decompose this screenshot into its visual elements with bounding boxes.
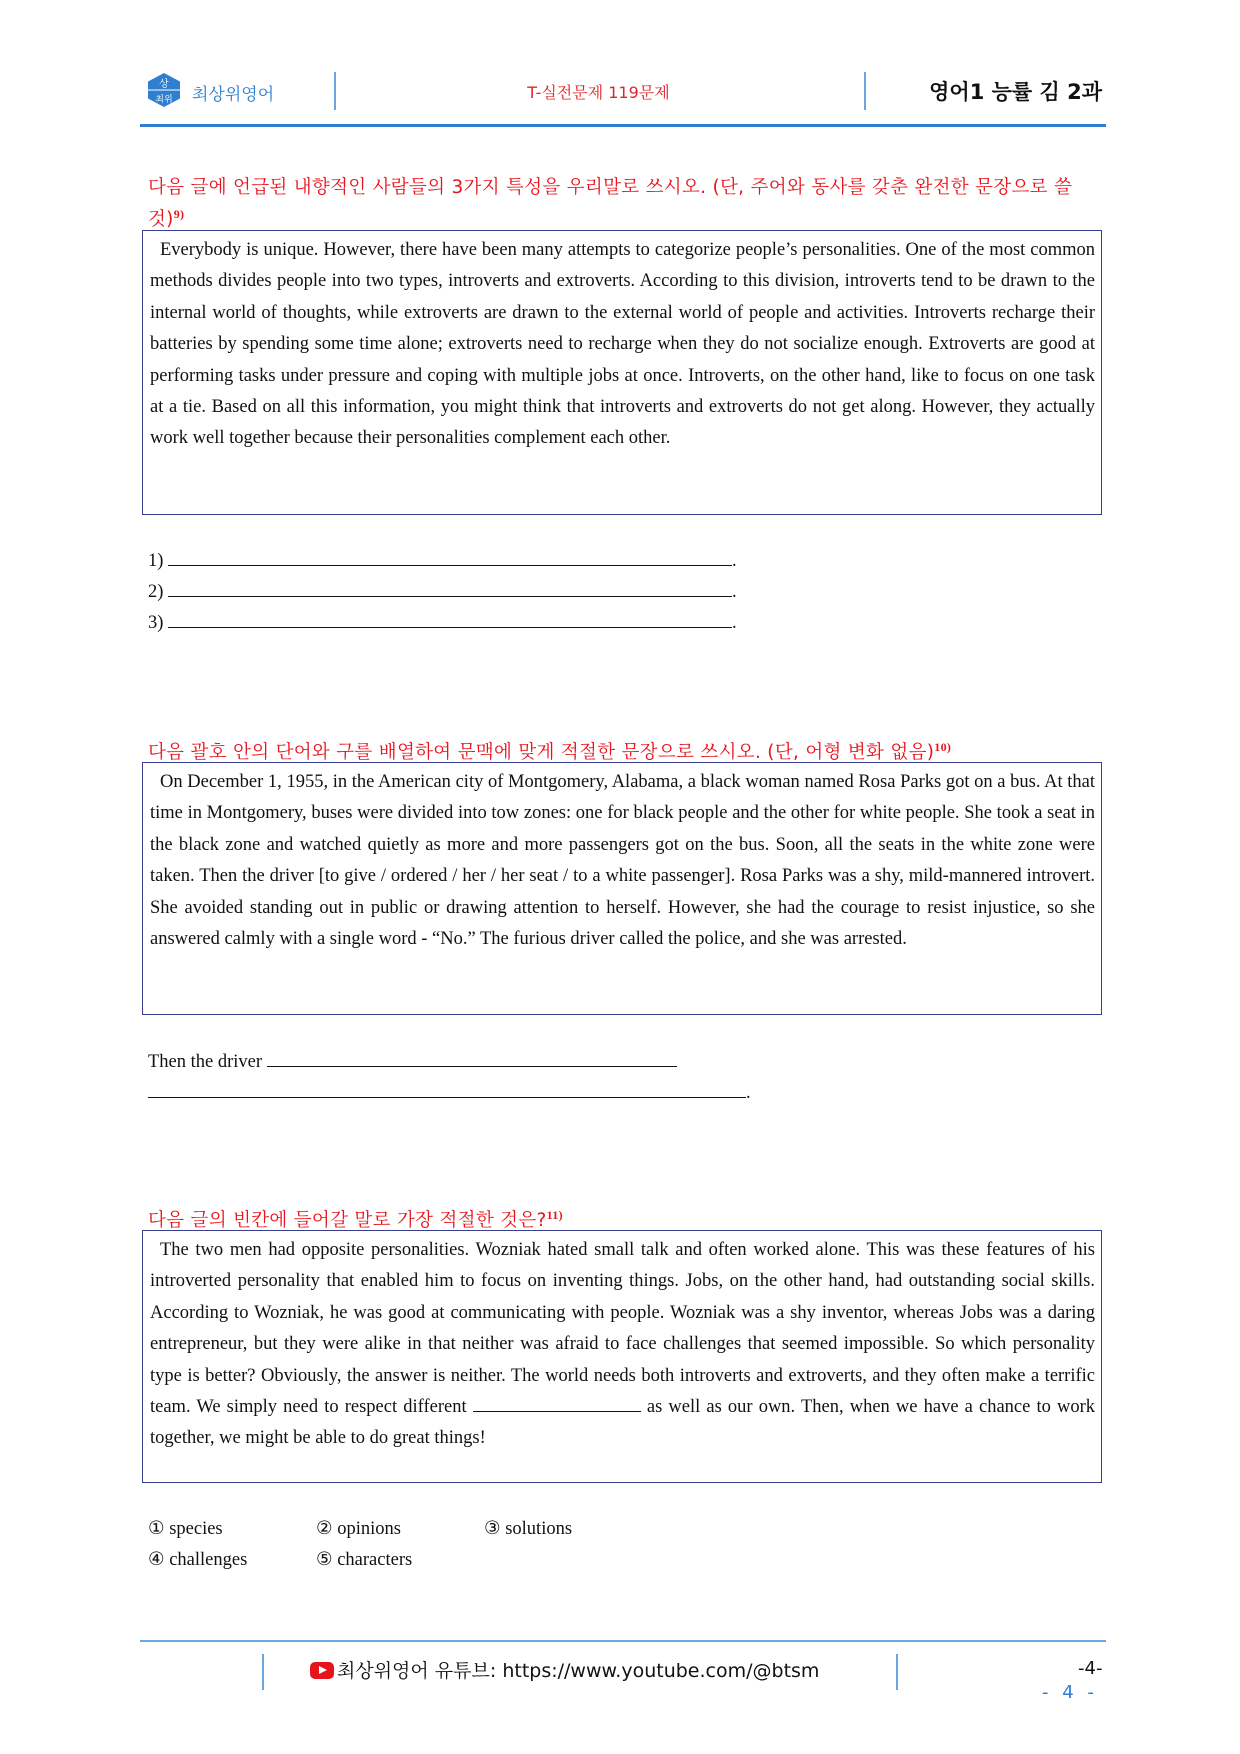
brand-logo-icon <box>146 72 182 108</box>
question-11-passage-box <box>142 1230 1102 1483</box>
answer-line-2[interactable]: 2) . <box>148 582 737 602</box>
question-10-number: 10) <box>934 740 952 754</box>
choice-4[interactable]: ④ challenges <box>148 1550 248 1570</box>
question-11-passage: The two men had opposite personalities. Wozniak hated small talk and often worked alone. This was these features of his introverted personality that enabled him to focus on inventing things. Jobs, on the other hand, had outstanding social skills. According to Wozniak, he was good at communicating with people. Wozniak was a shy inventor, whereas Jobs was a daring entrepreneur, but they were alike in that neither was afraid to face challenges that seemed impossible. So which personality type is better? Obviously, the answer is neither. The world needs both introverts and extroverts, and they often make a terrific team. We simply need to respect different as well as our own. Then, when we have a chance to work together, we might be able to do great things! <box>150 1240 1096 1449</box>
answer-line-3[interactable]: 3) . <box>148 613 737 633</box>
logo-text-top: 상 <box>159 79 169 90</box>
page-number: -4- <box>1078 1658 1103 1679</box>
answer-prefix: Then the driver <box>148 1052 263 1072</box>
youtube-icon <box>310 1662 334 1679</box>
question-10-passage-box <box>142 762 1102 1015</box>
question-11-number: 11) <box>546 1208 563 1222</box>
answer-line-first[interactable] <box>267 1066 677 1067</box>
page-number-alt: - 4 - <box>1042 1682 1098 1703</box>
answer-line-1[interactable]: 1) . <box>148 551 737 571</box>
footer-rule <box>140 1640 1106 1642</box>
question-9-text: 다음 글에 언급된 내향적인 사람들의 3가지 특성을 우리말로 쓰시오. (단, 주어와 동사를 갖춘 완전한 문장으로 쓸 것) <box>148 177 1073 231</box>
answer-line-second[interactable] <box>148 1097 746 1098</box>
footer-divider <box>262 1654 264 1690</box>
blank <box>473 1411 641 1412</box>
brand-name: 최상위영어 <box>192 85 275 105</box>
question-10-text: 다음 괄호 안의 단어와 구를 배열하여 문맥에 맞게 적절한 문장으로 쓰시오. (단, 어형 변화 없음) <box>148 742 935 764</box>
youtube-label: 최상위영어 유튜브: <box>337 1660 497 1682</box>
footer-divider <box>896 1654 898 1690</box>
question-9-passage-box <box>142 230 1102 515</box>
course-title: 영어1 능률 김 2과 <box>929 80 1102 104</box>
question-9-number: 9) <box>173 207 185 221</box>
question-10-answer: Then the driver . <box>148 1052 751 1103</box>
choice-5[interactable]: ⑤ characters <box>316 1550 413 1570</box>
choice-3[interactable]: ③ solutions <box>484 1519 573 1539</box>
choice-1[interactable]: ① species <box>148 1519 223 1539</box>
worksheet-title: T-실전문제 119문제 <box>527 83 670 102</box>
choice-2[interactable]: ② opinions <box>316 1519 401 1539</box>
header-divider <box>864 72 866 110</box>
logo-text-bottom: 최위 <box>155 95 173 105</box>
question-9-answers <box>148 546 737 639</box>
question-9-title <box>148 174 1100 233</box>
question-11-choices <box>148 1514 572 1576</box>
header-rule <box>140 124 1106 127</box>
youtube-url[interactable]: https://www.youtube.com/@btsm <box>502 1660 820 1682</box>
question-10-passage: On December 1, 1955, in the American city of Montgomery, Alabama, a black woman named Rosa Parks got on a bus. At that time in Montgomery, buses were divided into tow zones: one for black people and the other for white people. She took a seat in the black zone and watched quietly as more and more passengers got on the bus. Soon, all the seats in the white zone were taken. Then the driver [to give / ordered / her / her seat / to a white passenger]. Rosa Parks was a shy, mild-mannered introvert. She avoided standing out in public or drawing attention to herself. However, she had the courage to resist injustice, so she answered calmly with a single word - “No.” The furious driver called the police, and she was arrested. <box>150 772 1095 950</box>
footer-youtube <box>310 1656 819 1683</box>
question-9-passage: Everybody is unique. However, there have been many attempts to categorize people’s personalities. One of the most common methods divides people into two types, introverts and extroverts. According to this division, introverts tend to be drawn to the internal world of thoughts, while extroverts are drawn to the external world of people and activities. Introverts recharge their batteries by spending some time alone; extroverts need to recharge when they do not socialize enough. Extroverts are good at performing tasks under pressure and coping with multiple jobs at once. Introverts, on the other hand, like to focus on one task at a tie. Based on all this information, you might think that introverts and extroverts do not get along. However, they actually work well together because their personalities complement each other. <box>150 240 1095 449</box>
question-11-text: 다음 글의 빈칸에 들어갈 말로 가장 적절한 것은? <box>148 1210 547 1232</box>
